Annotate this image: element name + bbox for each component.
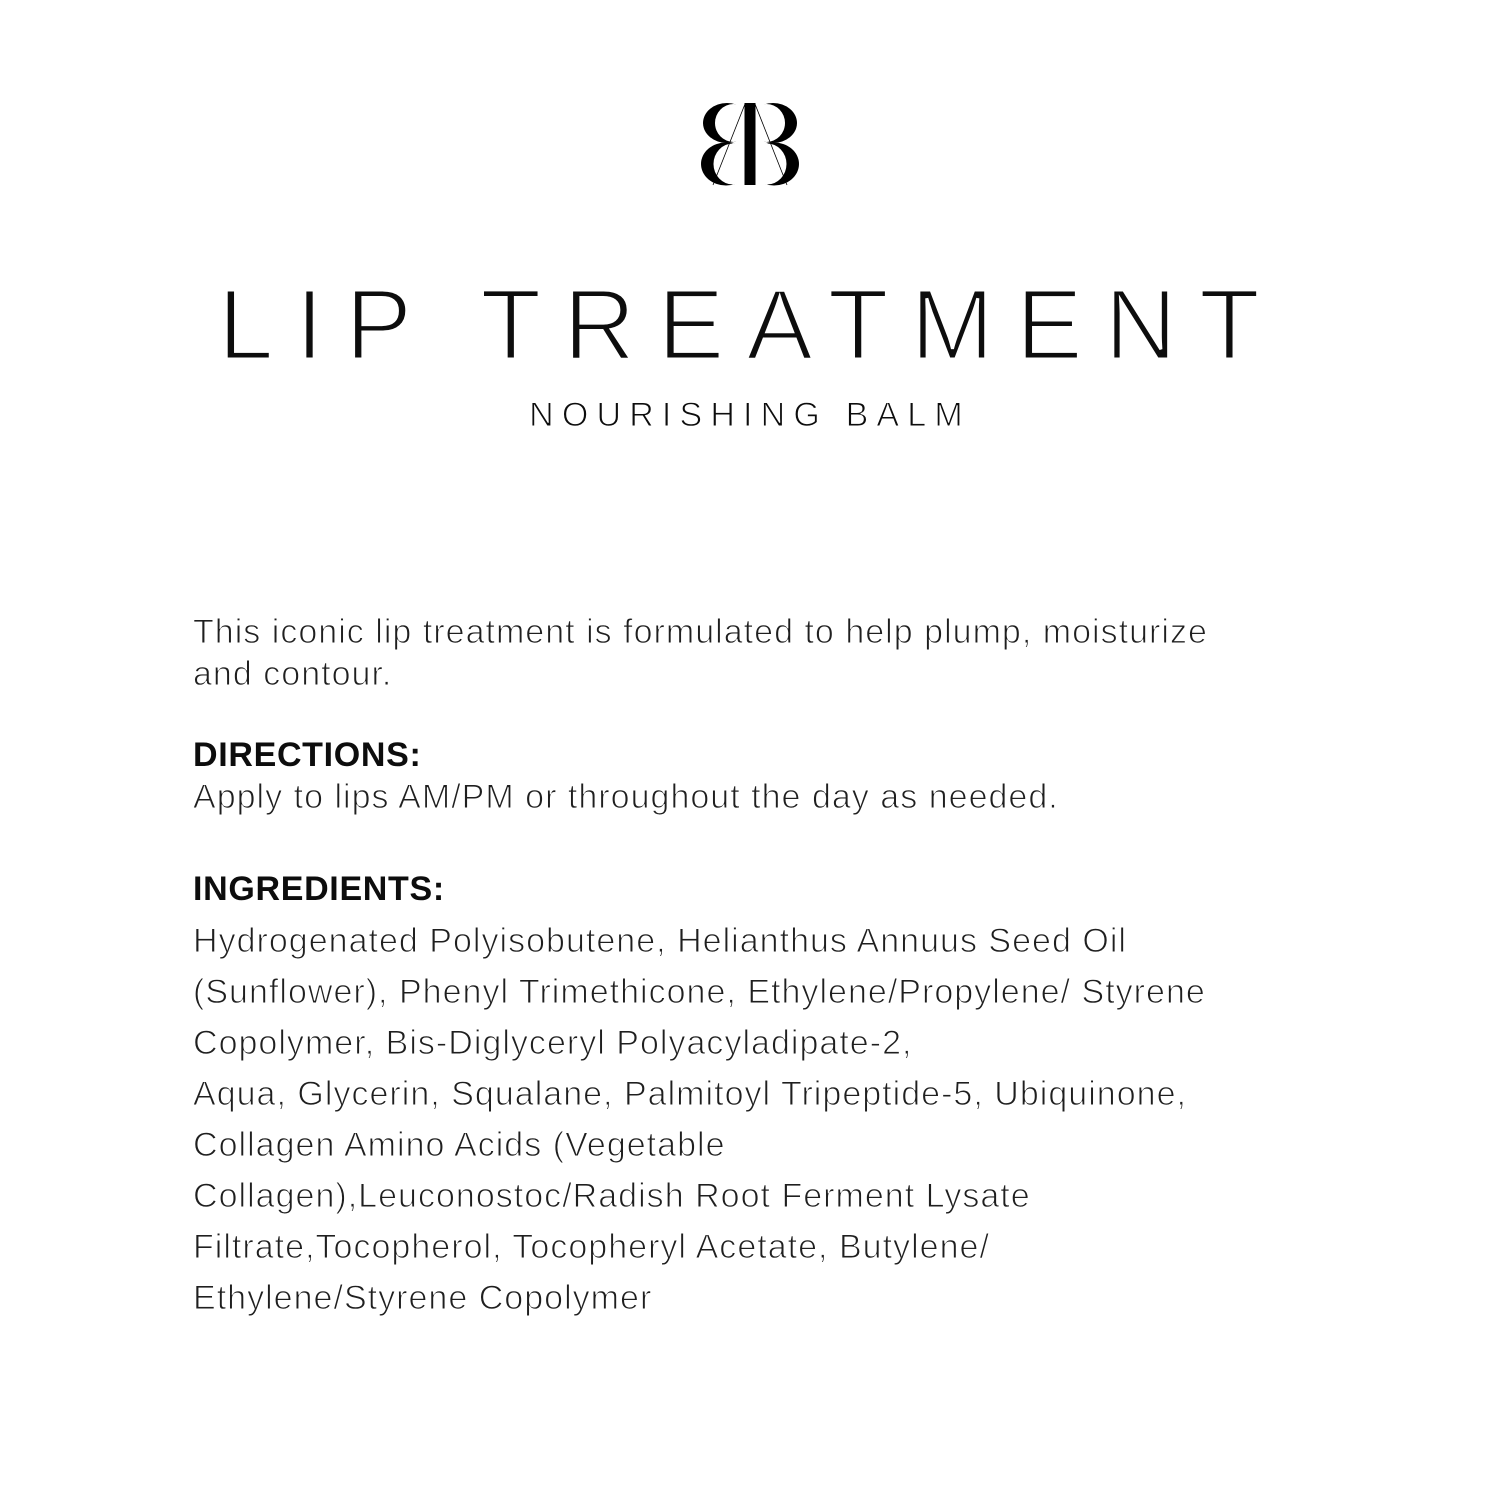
ingredient-line: Collagen Amino Acids (Vegetable <box>193 1126 726 1164</box>
brand-logo <box>700 101 800 187</box>
ingredient-line: Hydrogenated Polyisobutene, Helianthus Annuus Seed Oil <box>193 922 1127 960</box>
ingredient-line: Copolymer, Bis-Diglyceryl Polyacyladipate-2, <box>193 1024 913 1062</box>
directions-heading: DIRECTIONS: <box>193 736 422 774</box>
product-copy <box>193 611 1403 1324</box>
ingredient-line: Filtrate,Tocopherol, Tocopheryl Acetate, Butylene/ <box>193 1228 990 1266</box>
ingredient-line: Aqua, Glycerin, Squalane, Palmitoyl Tripeptide-5, Ubiquinone, <box>193 1075 1187 1113</box>
ingredients-heading: INGREDIENTS: <box>193 870 445 908</box>
product-subtitle: NOURISHING BALM <box>529 396 971 434</box>
description-line: This iconic lip treatment is formulated to help plump, moisturize <box>193 613 1208 651</box>
ingredient-line: Collagen),Leuconostoc/Radish Root Ferment Lysate <box>193 1177 1031 1215</box>
product-description <box>193 611 1403 695</box>
product-title: LIP TREATMENT <box>218 269 1282 381</box>
ingredient-line: Ethylene/Styrene Copolymer <box>193 1279 653 1317</box>
bb-monogram-icon <box>700 101 800 187</box>
ingredient-line: (Sunflower), Phenyl Trimethicone, Ethylene/Propylene/ Styrene <box>193 973 1206 1011</box>
ingredients-list <box>193 916 1403 1324</box>
directions-text: Apply to lips AM/PM or throughout the day as needed. <box>193 778 1059 816</box>
description-line: and contour. <box>193 655 393 693</box>
